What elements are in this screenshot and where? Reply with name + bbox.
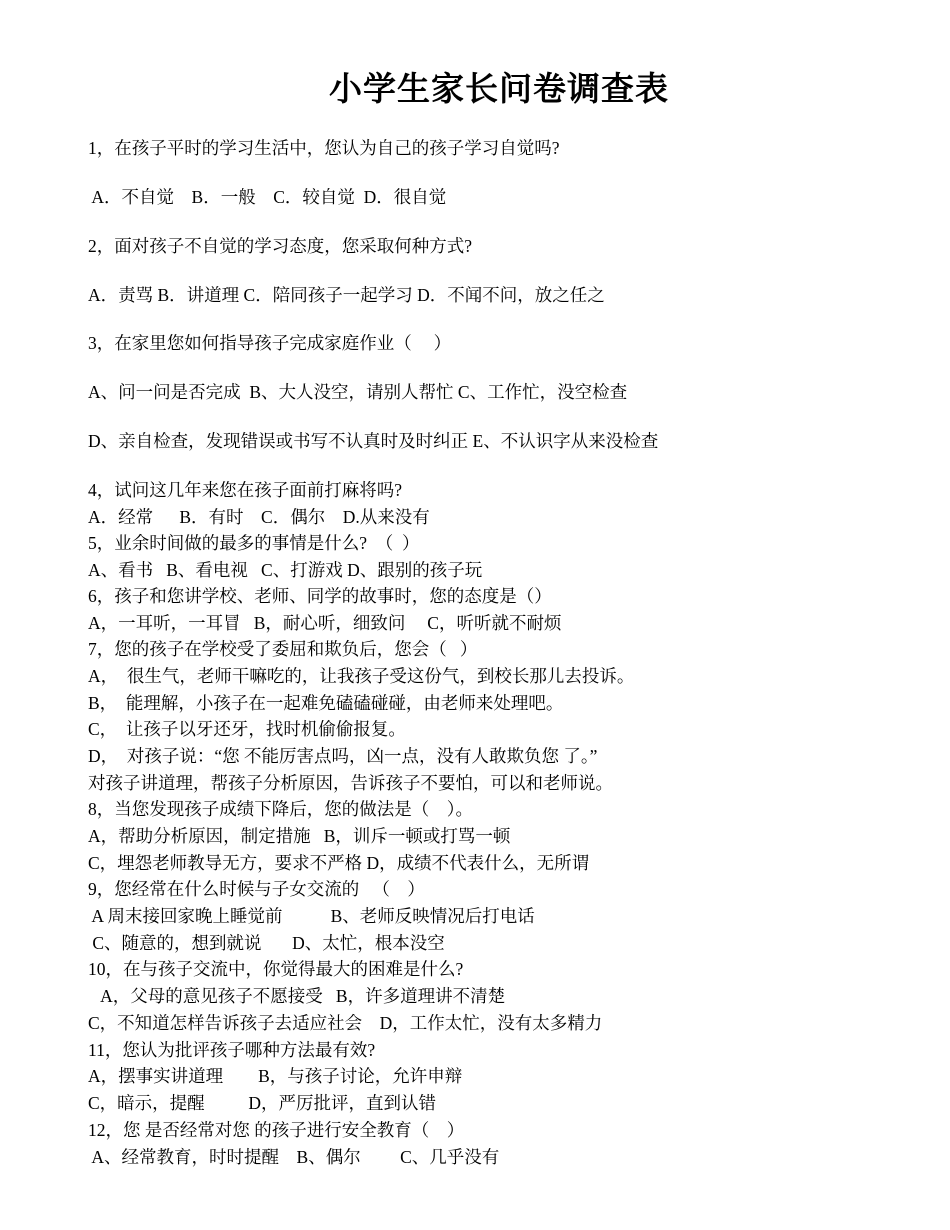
options-6: A，一耳听，一耳冒 B，耐心听，细致问 C，听听就不耐烦: [88, 613, 562, 633]
options-10-line-1: A，父母的意见孩子不愿接受 B，许多道理讲不清楚: [88, 986, 506, 1006]
question-7: 7，您的孩子在学校受了委屈和欺负后，您会（ ）: [88, 639, 478, 659]
question-6: 6，孩子和您讲学校、老师、同学的故事时，您的态度是（）: [88, 586, 552, 606]
options-11-line-1: A，摆事实讲道理 B，与孩子讨论，允许申辩: [88, 1066, 463, 1086]
question-3: 3，在家里您如何指导孩子完成家庭作业（ ）: [88, 333, 452, 353]
question-4: 4，试问这几年来您在孩子面前打麻将吗?: [88, 480, 403, 500]
options-11-line-2: C，暗示，提醒 D，严厉批评，直到认错: [88, 1093, 437, 1113]
question-1: 1，在孩子平时的学习生活中，您认为自己的孩子学习自觉吗?: [88, 138, 560, 158]
options-1: A．不自觉 B．一般 C．较自觉 D．很自觉: [88, 187, 447, 207]
question-2: 2，面对孩子不自觉的学习态度，您采取何种方式?: [88, 236, 473, 256]
option-7b: B， 能理解，小孩子在一起难免磕磕碰碰，由老师来处理吧。: [88, 693, 564, 713]
options-8-line-2: C，埋怨老师教导无方，要求不严格 D，成绩不代表什么，无所谓: [88, 853, 590, 873]
option-7a: A， 很生气，老师干嘛吃的，让我孩子受这份气，到校长那儿去投诉。: [88, 666, 635, 686]
options-10-line-2: C，不知道怎样告诉孩子去适应社会 D，工作太忙，没有太多精力: [88, 1013, 603, 1033]
question-8: 8，当您发现孩子成绩下降后，您的做法是（ ）。: [88, 799, 473, 819]
option-7e: 对孩子讲道理，帮孩子分析原因，告诉孩子不要怕，可以和老师说。: [88, 773, 613, 793]
question-10: 10，在与孩子交流中，你觉得最大的困难是什么?: [88, 959, 464, 979]
question-9: 9，您经常在什么时候与子女交流的 （ ）: [88, 879, 425, 899]
options-9-line-1: A 周末接回家晚上睡觉前 B、老师反映情况后打电话: [88, 906, 535, 926]
options-9-line-2: C、随意的，想到就说 D、太忙，根本没空: [88, 933, 445, 953]
question-12: 12，您 是否经常对您 的孩子进行安全教育（ ）: [88, 1120, 465, 1140]
question-11: 11，您认为批评孩子哪种方法最有效?: [88, 1040, 376, 1060]
options-12: A、经常教育，时时提醒 B、偶尔 C、几乎没有: [88, 1147, 500, 1167]
option-7d: D， 对孩子说：“您 不能厉害点吗，凶一点，没有人敢欺负您 了。”: [88, 746, 598, 766]
options-2: A．责骂 B．讲道理 C．陪同孩子一起学习 D．不闻不问，放之任之: [88, 285, 605, 305]
page-title: 小学生家长问卷调查表: [329, 72, 669, 108]
option-7c: C， 让孩子以牙还牙，找时机偷偷报复。: [88, 719, 406, 739]
options-8-line-1: A，帮助分析原因，制定措施 B，训斥一顿或打骂一顿: [88, 826, 511, 846]
options-4: A．经常 B．有时 C．偶尔 D.从来没有: [88, 507, 430, 527]
options-5: A、看书 B、看电视 C、打游戏 D、跟别的孩子玩: [88, 560, 483, 580]
question-5: 5，业余时间做的最多的事情是什么? （ ）: [88, 533, 420, 553]
options-3-line-1: A、问一问是否完成 B、大人没空，请别人帮忙 C、工作忙，没空检查: [88, 382, 628, 402]
options-3-line-2: D、亲自检查，发现错误或书写不认真时及时纠正 E、不认识字从来没检查: [88, 431, 659, 451]
